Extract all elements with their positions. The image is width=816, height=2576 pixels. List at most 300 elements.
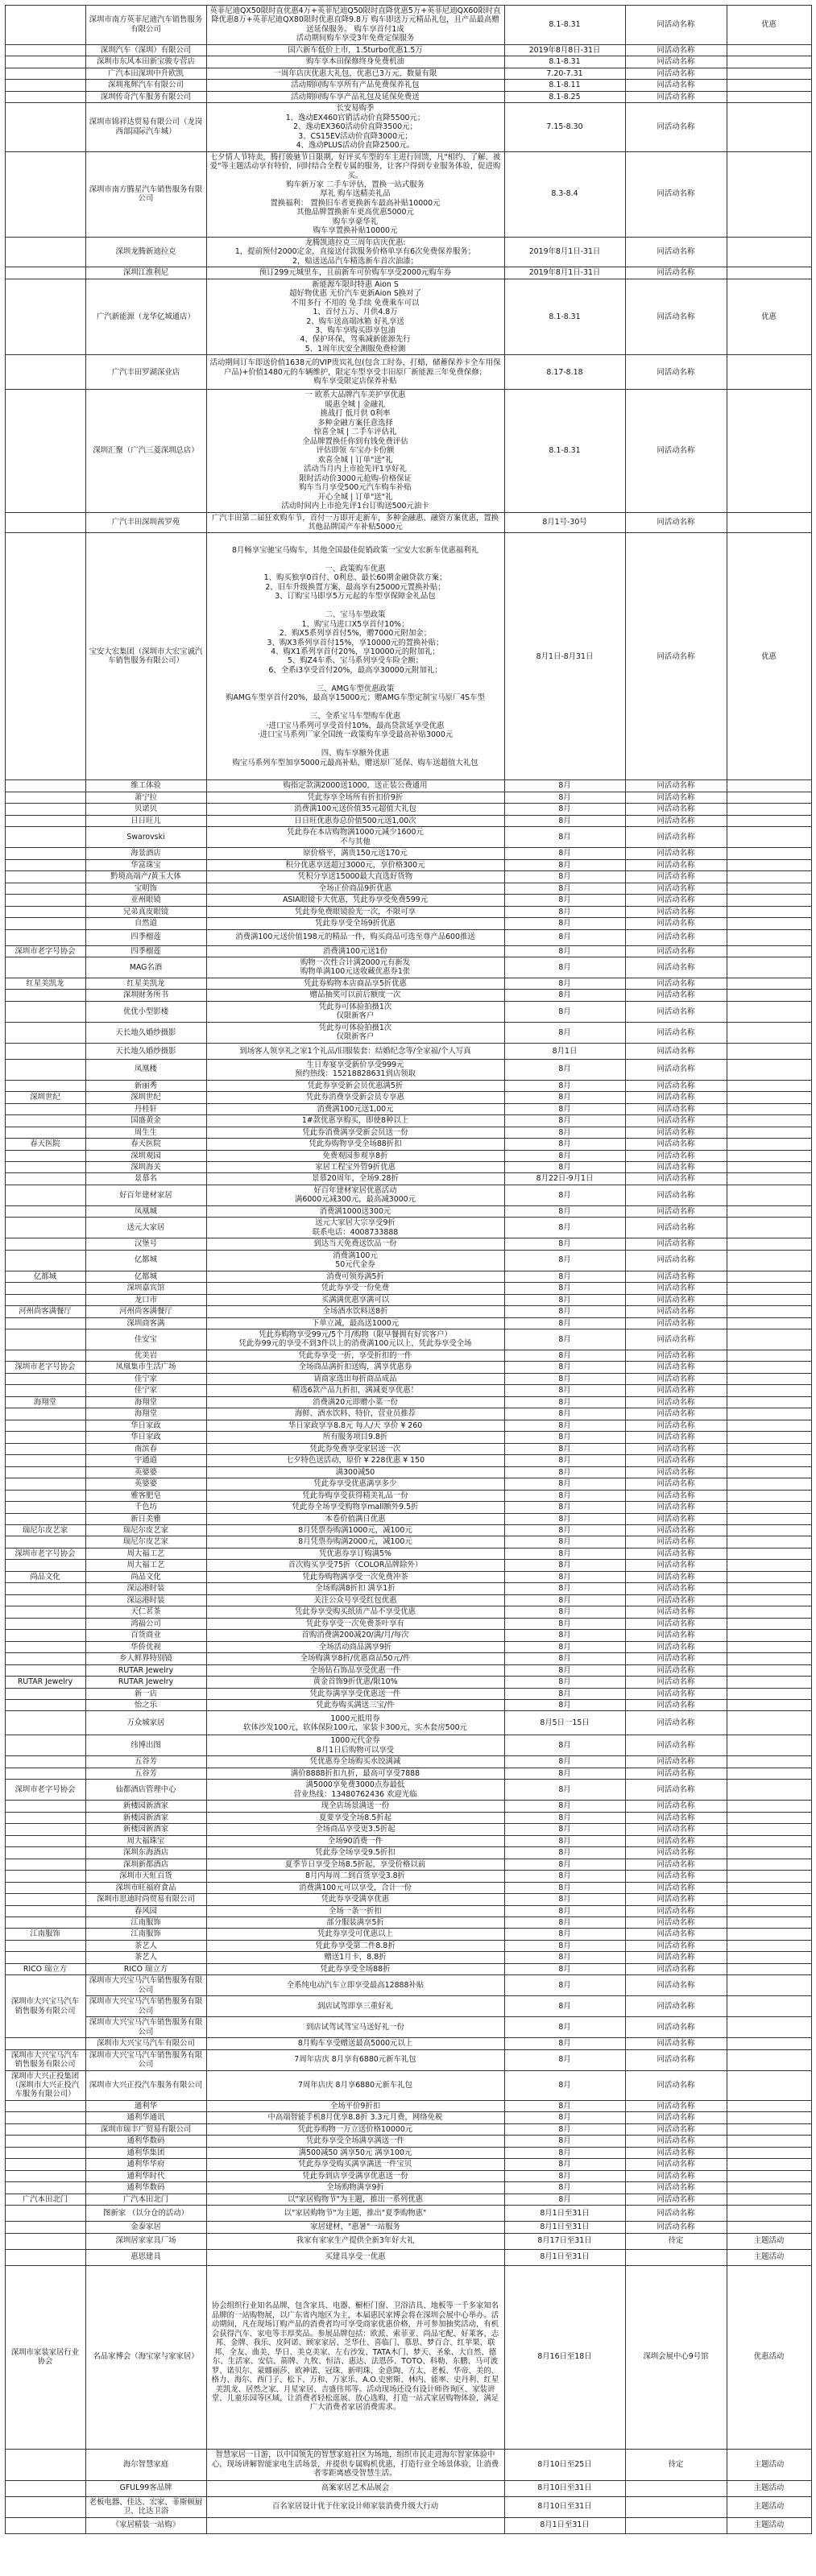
period-cell: 8月 [504,1001,625,1022]
brand-cell: 瑞尼尔皮艺家 [85,1536,206,1548]
promotion-row [5,2017,811,2038]
activity-type-cell: 同活动名称 [625,929,727,945]
note-cell [727,1630,811,1641]
org-cell: 深圳市老字号协会 [5,1548,85,1559]
note-cell [727,1283,811,1294]
period-cell: 8月 [504,1150,625,1161]
activity-type-cell: 同活动名称 [625,1996,727,2017]
org-cell: 尚品文化 [5,1571,85,1582]
offer-cell: 凭此券享全场所有折扣价9折 [206,792,504,803]
activity-type-cell: 同活动名称 [625,1735,727,1756]
note-cell [727,792,811,803]
note-cell [727,1606,811,1618]
org-cell [5,2159,85,2170]
note-cell [727,2147,811,2158]
period-cell: 8月 [504,1700,625,1711]
promotion-row [5,1606,811,1618]
activity-type-cell: 同活动名称 [625,1420,727,1431]
offer-cell: 全场90消费一件 [206,1835,504,1846]
org-cell [5,929,85,945]
brand-cell: 四季榴莲 [85,945,206,957]
promotion-row [5,2265,811,2449]
offer-cell: 8月凭票券购满1000元，减100元 [206,1524,504,1536]
period-cell: 8月 [504,1996,625,2017]
promotion-row [5,1478,811,1490]
promotion-row [5,1127,811,1138]
promotion-row [5,2170,811,2181]
activity-type-cell: 同活动名称 [625,512,727,533]
org-cell: 河州尚客满餐厅 [5,1306,85,1317]
activity-type-cell: 同活动名称 [625,2147,727,2158]
period-cell: 8月 [504,2136,625,2147]
org-cell [5,848,85,859]
note-cell [727,1271,811,1282]
note-cell [727,2038,811,2049]
period-cell: 8月 [504,1677,625,1688]
offer-cell: 凭此券享受一份免费 [206,1283,504,1294]
offer-cell: 华日家政享享8.8元 每人/天 享价 ¥ 260 [206,1420,504,1431]
note-cell [727,390,811,512]
brand-cell: 通利华数码 [85,2136,206,2147]
activity-type-cell: 同活动名称 [625,1185,727,1205]
note-cell [727,1940,811,1951]
offer-cell: 8月畅享宝驰宝马购车，其他全国最佳促销政策一宝安大宏新车优惠福利礼 一、政策购车优惠 1、购买独享0首付、0利息、最长60期金融贷款方案； 2、旧车升级换置方案，最高享有25000元置换补贴； 3、订购宝马即享5万元起的车型享保障金礼品包 二、宝马车型政策 1、购宝马进口X5享首付10%； 2、购X5系列享首付5%，赠7000元附加金； 3、购X3系列享首付15%，享10000元的置换补贴； 4、购X1系列享首付20%，享10000元的附加礼； 5、购Z4车系、宝马系列享受车险全额； 6、全系i3享受首付20%，最高享30000元附加礼； 三、AMG车型优惠政策 购AMG车型享首付20%，最高享15000元；赠AMG车型定制宝马原厂4S车型 三、全系宝马车型购车优惠 ·进口宝马系列可享受首付10%，最高贷款延享受优惠 ·进口宝马系列厂家全国统一政策购车享受最高补贴3000元 四、购车享额外优惠 购宝马系列车型加享5000元最高补贴，赠送原厂延保、购车送超值大礼包 [206,533,504,780]
period-cell: 8月 [504,1115,625,1127]
brand-cell: 英婆婆 [85,1478,206,1490]
brand-cell: 春风园 [85,1905,206,1916]
activity-type-cell: 同活动名称 [625,355,727,390]
promotion-row [5,1847,811,1859]
offer-cell: ASIA眼镜卡大优惠，凭此券享受免费599元 [206,895,504,906]
activity-type-cell: 同活动名称 [625,1929,727,1940]
promotion-row [5,1905,811,1916]
activity-type-cell: 同活动名称 [625,2159,727,2170]
promotion-row [5,1940,811,1951]
brand-cell: 深圳市大兴宝马汽车销售服务有限公司 [85,2017,206,2038]
promotion-row [5,957,811,978]
org-cell: 深圳市老字号协会 [5,945,85,957]
note-cell [727,1835,811,1846]
promotion-row [5,1524,811,1536]
promotion-row [5,1115,811,1127]
activity-type-cell: 同活动名称 [625,1455,727,1466]
period-cell: 8月 [504,1824,625,1835]
org-cell [5,2182,85,2194]
offer-cell: 消费满100元 50元代金券 [206,1250,504,1271]
brand-cell: 亿都城 [85,1271,206,1282]
org-cell [5,56,85,68]
period-cell: 8月 [504,1618,625,1629]
offer-cell: 全场商品满折扣送购，满享优惠券 [206,1362,504,1373]
activity-type-cell: 同活动名称 [625,1218,727,1238]
activity-type-cell: 同活动名称 [625,1963,727,1974]
brand-cell: 深圳商客满 [85,1317,206,1329]
offer-cell: 全场正价商品9折优惠 [206,883,504,894]
period-cell: 8月 [504,1768,625,1779]
offer-cell: 全场购满享8折/优惠商品50元/件 [206,1653,504,1664]
brand-cell: 图新家 （以分仓的活动） [85,2206,206,2222]
period-cell: 8月 [504,1294,625,1305]
offer-cell: 凭此券到店享受满享优惠送一份 [206,2170,504,2181]
note-cell [727,1812,811,1823]
brand-cell: 深圳市天虹百货 [85,1871,206,1882]
period-cell: 8月5日一15日 [504,1711,625,1735]
promotion-row [5,804,811,815]
activity-type-cell: 同活动名称 [625,1905,727,1916]
note-cell [727,1548,811,1559]
promotion-row [5,2517,811,2533]
note-cell [727,804,811,815]
activity-type-cell: 同活动名称 [625,1092,727,1103]
promotion-row [5,1218,811,1238]
note-cell [727,1420,811,1431]
org-cell [5,1218,85,1238]
period-cell: 8月22日-9月1日 [504,1173,625,1185]
promotion-row [5,1001,811,1022]
offer-cell: 凭此券享受一折，享受折扣的一件 [206,1350,504,1361]
note-cell: 主题活动 [727,2480,811,2496]
org-cell [5,2136,85,2147]
promotion-row [5,1641,811,1652]
note-cell [727,80,811,91]
activity-type-cell: 同活动名称 [625,1127,727,1138]
org-cell [5,2233,85,2249]
org-cell [5,2449,85,2480]
offer-cell: 凭此券享受新会员优惠满5折 [206,1080,504,1091]
promotion-row [5,1583,811,1594]
note-cell [727,1329,811,1350]
promotion-row [5,871,811,883]
promotion-row [5,1362,811,1373]
brand-cell: 深圳兆辉汽车有限公司 [85,80,206,91]
brand-cell: 广汽丰田深圳茜罗苑 [85,512,206,533]
offer-cell: 消费满100元送价值198元的精品一件，购买商品可选至尊产品600推送 [206,929,504,945]
period-cell: 8月 [504,1408,625,1420]
brand-cell: 周大福工艺 [85,1548,206,1559]
note-cell [727,1294,811,1305]
brand-cell: 深圳市大兴宝马汽车销售服务有限公司 [85,1996,206,2017]
promotion-row [5,1185,811,1205]
org-cell [5,1700,85,1711]
note-cell: 优惠 [727,6,811,45]
org-cell [5,2517,85,2533]
period-cell: 8月 [504,978,625,989]
offer-cell: 到达当天免费送饮品一份 [206,1238,504,1250]
period-cell: 8月 [504,1536,625,1548]
note-cell [727,815,811,826]
period-cell: 8月 [504,1373,625,1384]
brand-cell: 鸿福公司 [85,1618,206,1629]
promotion-row [5,895,811,906]
activity-type-cell: 同活动名称 [625,957,727,978]
note-cell [727,1700,811,1711]
offer-cell: 以"家居购物节"为主题，推出一系列优惠 [206,2194,504,2205]
activity-type-cell: 同活动名称 [625,91,727,102]
note-cell [727,1043,811,1059]
activity-type-cell: 同活动名称 [625,918,727,929]
brand-cell: 通利华华府 [85,2159,206,2170]
activity-type-cell: 同活动名称 [625,1502,727,1513]
activity-type-cell: 同活动名称 [625,2049,727,2070]
offer-cell: 凭此券享受全场满享满送一件 [206,2136,504,2147]
brand-cell: 深圳市大兴宝马汽车有限公司 [85,2038,206,2049]
brand-cell: 深圳市东风本田新宝骏专营店 [85,56,206,68]
promotion-row [5,978,811,989]
note-cell [727,1583,811,1594]
org-cell [5,1150,85,1161]
brand-cell: 深圳东海酒店 [85,1847,206,1859]
offer-cell: 全场活动商品满享9折 [206,1641,504,1652]
period-cell: 8月17日至31日 [504,2233,625,2249]
activity-type-cell: 同活动名称 [625,978,727,989]
offer-cell: 原价格平，满贵150元送170元 [206,848,504,859]
note-cell [727,1871,811,1882]
note-cell [727,1396,811,1408]
brand-cell: 佳宁家 [85,1385,206,1396]
promotion-row [5,1443,811,1454]
offer-cell: 日日旺优惠券总价值500元送1,00次 [206,815,504,826]
brand-cell: 深圳江淮利尼 [85,267,206,279]
promotion-row [5,1317,811,1329]
offer-cell: 消费满100元可以享受，合计一份 [206,1882,504,1893]
note-cell [727,1218,811,1238]
org-cell: 瑞尼尔皮艺家 [5,1524,85,1536]
offer-cell: 七夕特色送活动，原价 ¥ 228优惠 ¥ 150 [206,1455,504,1466]
offer-cell: 凭此券消费享受新会员专享惠 [206,1092,504,1103]
note-cell [727,1385,811,1396]
promotion-row [5,1238,811,1250]
period-cell: 8月 [504,1916,625,1928]
activity-type-cell: 同活动名称 [625,1001,727,1022]
note-cell [727,2017,811,2038]
org-cell [5,1560,85,1571]
brand-cell: 深圳观园 [85,1150,206,1161]
period-cell: 8月 [504,780,625,792]
offer-cell [206,2517,504,2533]
promotion-row [5,2194,811,2205]
note-cell [727,355,811,390]
note-cell: 优惠活动 [727,2265,811,2449]
offer-cell: 免费观园参观享8折 [206,1150,504,1161]
org-cell [5,355,85,390]
note-cell [727,1780,811,1801]
offer-cell: 凭此券享受满享优惠 [206,1894,504,1905]
activity-type-cell: 同活动名称 [625,2170,727,2181]
period-cell: 8月 [504,1894,625,1905]
brand-cell: 深圳市瑞丰广贸易有限公司 [85,2123,206,2135]
brand-cell: 优优小型影楼 [85,1001,206,1022]
offer-cell: 智慧家居一日游，以中国领先的智慧家庭社区为场地，组织市民走进海尔智家体验中心，现场讲解智能家电生活场景，并提供专属购机优惠，打造行业全场景体验，让消费者零距离感受智慧生活。 [206,2449,504,2480]
offer-cell: 全场平价9折扣 [206,2100,504,2111]
period-cell: 8月1日至31日 [504,2249,625,2265]
brand-cell: 新楼园新酒家 [85,1801,206,1812]
org-cell [5,1859,85,1870]
activity-type-cell: 同活动名称 [625,848,727,859]
promotion-row [5,780,811,792]
note-cell: 主题活动 [727,2249,811,2265]
activity-type-cell: 同活动名称 [625,1859,727,1870]
activity-type-cell: 同活动名称 [625,1317,727,1329]
org-cell [5,1916,85,1928]
brand-cell: 河州尚客满餐厅 [85,1306,206,1317]
activity-type-cell: 同活动名称 [625,1894,727,1905]
offer-cell: 请商家选出每折商品成品 [206,1373,504,1384]
note-cell [727,56,811,68]
org-cell [5,1161,85,1172]
offer-cell: 凭此券购物满享受一次免费冲茶 [206,1571,504,1582]
org-cell [5,1812,85,1823]
promotion-row [5,1271,811,1282]
note-cell [727,1571,811,1582]
note-cell [727,1362,811,1373]
promotion-row [5,1996,811,2017]
brand-cell: 深圳汽车（深圳）有限公司 [85,44,206,56]
activity-type-cell: 同活动名称 [625,990,727,1001]
promotion-row [5,1963,811,1974]
activity-type-cell: 同活动名称 [625,945,727,957]
activity-type-cell: 同活动名称 [625,1536,727,1548]
activity-type-cell: 同活动名称 [625,2222,727,2233]
activity-type-cell: 同活动名称 [625,1362,727,1373]
promotion-row [5,1385,811,1396]
period-cell: 8月 [504,1871,625,1882]
activity-type-cell: 同活动名称 [625,827,727,848]
offer-cell: 七夕情人节特卖，腾打骏驰节日限期，好评买车型的车主进行回馈，凡"相约、了解、被爱"等主题活动享有特价，同时结合全程专属的服务，让客户得到专业服务体验，促进购买。 购车新万家 二手车评估，置换一站式服务 厚礼 购车送精美礼品 置换福利： 置换旧车者更换新车最高补贴10000元 其他品牌置换新车更高优惠5000元 购车享豪华礼 购车享置换补贴10000元 [206,151,504,237]
brand-cell: Swarovski [85,827,206,848]
period-cell: 8月 [504,1443,625,1454]
brand-cell: 海翔堂 [85,1408,206,1420]
promotion-row [5,1871,811,1882]
period-cell: 8月 [504,895,625,906]
offer-cell: 龙腾凯迪拉克三周年店庆优惠: 1，提前预付2000定金，直接送付款服务价格单享有6次免费保养服务； 2，赔送送品汽车精选新车首次油漆； [206,237,504,267]
activity-type-cell: 同活动名称 [625,2112,727,2123]
period-cell: 8月 [504,1560,625,1571]
period-cell: 8月 [504,1641,625,1652]
note-cell [727,1756,811,1768]
org-cell [5,1711,85,1735]
activity-type-cell: 同活动名称 [625,815,727,826]
period-cell: 7.15-8.30 [504,103,625,151]
promotion-row [5,990,811,1001]
org-cell [5,1502,85,1513]
note-cell [727,957,811,978]
note-cell [727,1847,811,1859]
brand-cell: 五谷芳 [85,1768,206,1779]
org-cell: 深圳市大兴宝马汽车销售服务有限公司 [5,1975,85,2038]
org-cell [5,1664,85,1676]
brand-cell: 江南服饰 [85,1916,206,1928]
promotion-row [5,1594,811,1606]
brand-cell: 万众城家居 [85,1711,206,1735]
activity-type-cell: 同活动名称 [625,267,727,279]
promotion-row [5,2233,811,2249]
period-cell: 8月 [504,1103,625,1114]
activity-type-cell: 同活动名称 [625,6,727,45]
period-cell: 8月 [504,1653,625,1664]
brand-cell: 尚品文化 [85,1571,206,1582]
promotion-row [5,918,811,929]
note-cell [727,1905,811,1916]
promotion-row [5,56,811,68]
period-cell: 8月 [504,2017,625,2038]
period-cell: 8月 [504,1218,625,1238]
promotion-row [5,1466,811,1478]
org-cell [5,1905,85,1916]
brand-cell: 优美岩 [85,1350,206,1361]
activity-type-cell: 同活动名称 [625,1618,727,1629]
note-cell [727,1963,811,1974]
org-cell [5,2112,85,2123]
promotion-row [5,2038,811,2049]
brand-cell: 亚州眼镜 [85,895,206,906]
brand-cell: 新楼园新酒家 [85,1824,206,1835]
promotion-row [5,1677,811,1688]
brand-cell: 深圳市南方腾星汽车销售服务有限公司 [85,151,206,237]
activity-type-cell: 同活动名称 [625,1664,727,1676]
note-cell [727,1768,811,1779]
promotion-row [5,1812,811,1823]
activity-type-cell: 同活动名称 [625,1835,727,1846]
promotion-row [5,1560,811,1571]
promotion-row [5,1250,811,1271]
offer-cell: 全场一条一折扣 [206,1905,504,1916]
activity-type-cell: 同活动名称 [625,859,727,870]
activity-type-cell: 同活动名称 [625,56,727,68]
note-cell [727,1894,811,1905]
offer-cell: 广汽丰田第二届狂欢购车节，首付一万即开走新车，多种金融惠、融资方案优惠，置换其他品牌国产车补贴5000元 [206,512,504,533]
activity-type-cell: 同活动名称 [625,895,727,906]
activity-type-cell [625,2517,727,2533]
brand-cell: 萧宁拉 [85,792,206,803]
org-cell [5,1618,85,1629]
brand-cell: RUTAR Jewelry [85,1677,206,1688]
period-cell: 8月16日至18日 [504,2265,625,2449]
org-cell [5,512,85,533]
offer-cell: 到场客人领享礼之家1个礼品/旧服装套：结婚纪念等/全家福/个人写真 [206,1043,504,1059]
offer-cell: 赠送1月卡，8.8折 [206,1952,504,1963]
note-cell [727,1455,811,1466]
note-cell [727,2170,811,2181]
period-cell: 8月 [504,1801,625,1812]
note-cell [727,906,811,917]
activity-type-cell: 同活动名称 [625,1688,727,1699]
brand-cell: 茶艺人 [85,1952,206,1963]
activity-type-cell: 同活动名称 [625,1271,727,1282]
offer-cell: 满300减50 [206,1466,504,1478]
promotion-row [5,1103,811,1114]
promotion-row [5,1306,811,1317]
org-cell [5,1329,85,1350]
promotion-row [5,1894,811,1905]
activity-type-cell: 同活动名称 [625,1594,727,1606]
offer-cell: 消费满100元送1份 [206,945,504,957]
note-cell [727,1975,811,1996]
org-cell [5,1801,85,1812]
org-cell [5,957,85,978]
promotion-row [5,279,811,355]
promotion-row [5,1373,811,1384]
org-cell: 深圳市老字号协会 [5,1362,85,1373]
promotion-row [5,792,811,803]
promotion-row [5,1664,811,1676]
offer-cell: 全场购满8折扣 满享1折 [206,1583,504,1594]
period-cell: 8月 [504,1756,625,1768]
activity-type-cell: 同活动名称 [625,1653,727,1664]
activity-type-cell: 同活动名称 [625,1250,727,1271]
activity-type-cell: 同活动名称 [625,1373,727,1384]
org-cell [5,1443,85,1454]
org-cell [5,1594,85,1606]
